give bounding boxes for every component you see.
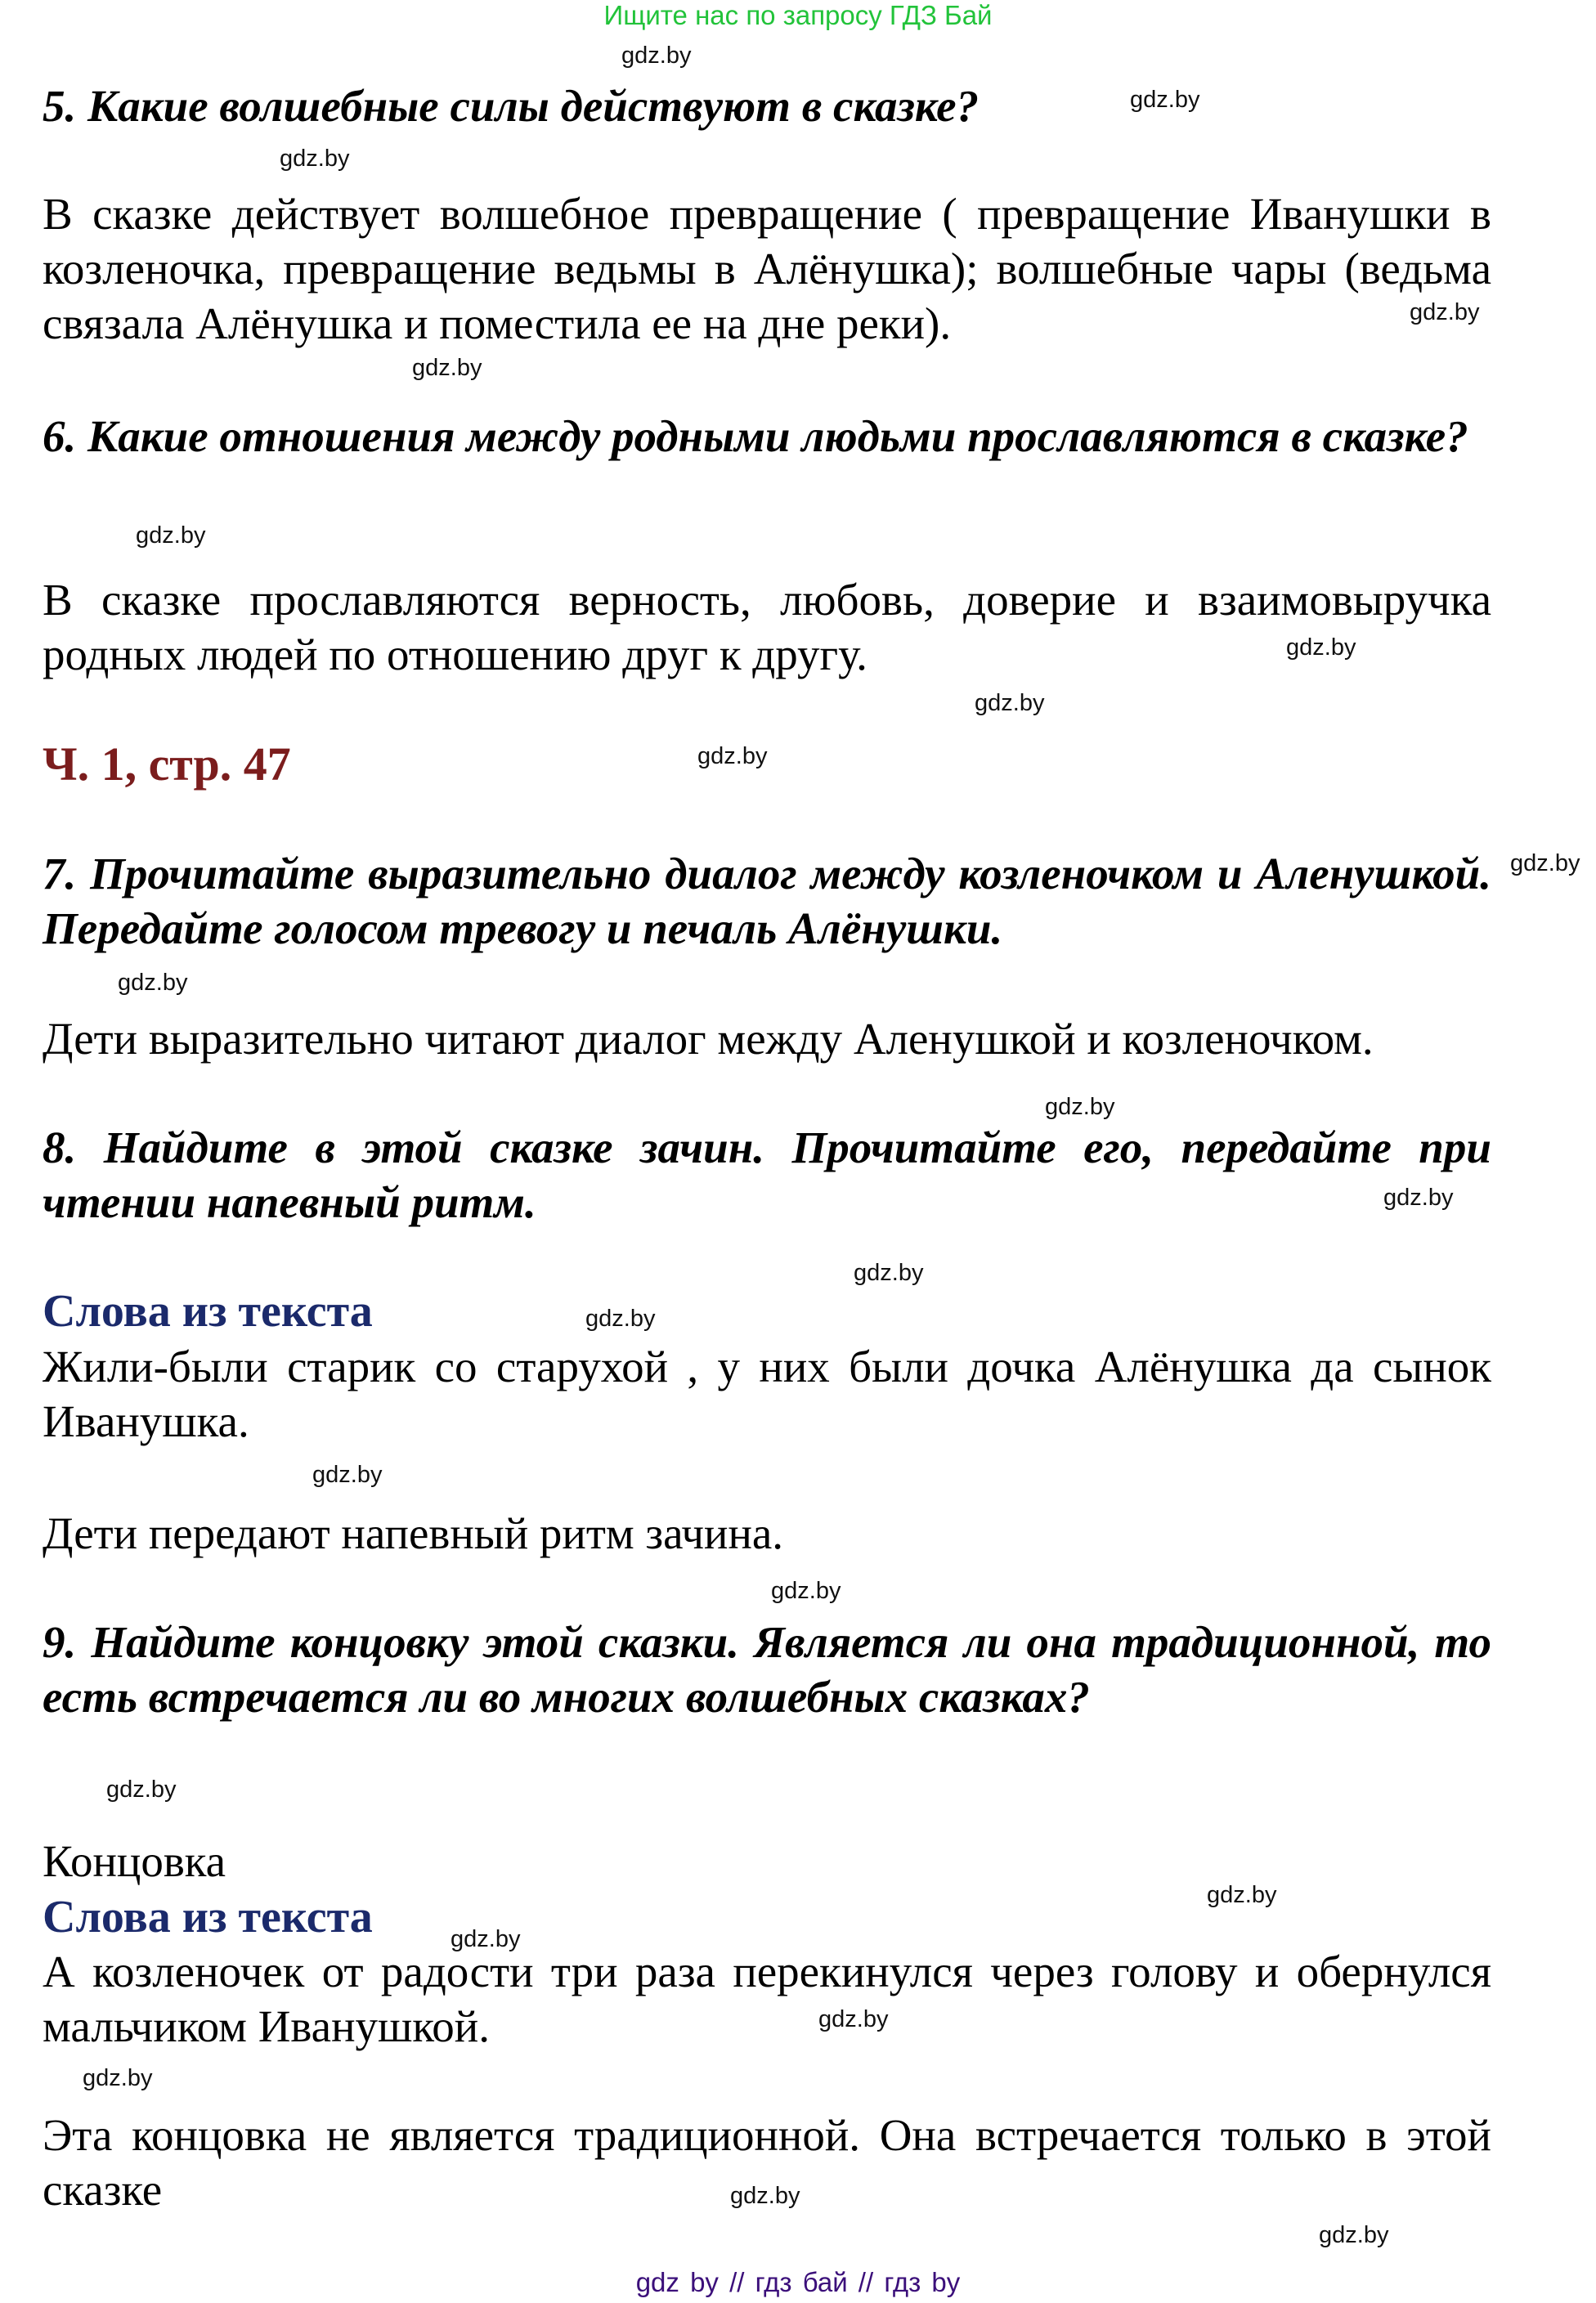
answer-7: Дети выразительно читают диалог между Аленушкой и козленочком.	[43, 1014, 1374, 1064]
watermark: gdz.by	[585, 1306, 656, 1332]
watermark: gdz.by	[412, 355, 482, 381]
watermark: gdz.by	[771, 1578, 841, 1604]
question-9: 9. Найдите концовку этой сказки. Является ли она традиционной, то есть встречается ли во многих волшебных сказках?	[43, 1617, 1491, 1722]
watermark: gdz.by	[975, 690, 1045, 716]
watermark: gdz.by	[1383, 1185, 1454, 1211]
watermark: gdz.by	[1410, 299, 1480, 325]
search-banner: Ищите нас по запросу ГДЗ Бай	[603, 0, 993, 30]
answer-8: Дети передают напевный ритм зачина.	[43, 1508, 784, 1558]
watermark: gdz.by	[280, 146, 350, 172]
watermark: gdz.by	[1207, 1882, 1277, 1908]
footer-links: gdz by // гдз бай // гдз by	[635, 2267, 961, 2297]
watermark: gdz.by	[854, 1260, 924, 1286]
watermark: gdz.by	[1045, 1094, 1115, 1120]
watermark: gdz.by	[451, 1926, 521, 1952]
watermark: gdz.by	[1319, 2222, 1389, 2248]
watermark: gdz.by	[1286, 634, 1356, 661]
watermark: gdz.by	[621, 43, 692, 69]
question-6: 6. Какие отношения между родными людьми прославляются в сказке?	[43, 411, 1468, 461]
watermark: gdz.by	[312, 1462, 383, 1488]
question-8: 8. Найдите в этой сказке зачин. Прочитайте его, передайте при чтении напевный ритм.	[43, 1122, 1491, 1227]
question-5: 5. Какие волшебные силы действуют в сказке?	[43, 81, 980, 131]
quote-9: А козленочек от радости три раза перекинулся через голову и обернулся мальчиком Иванушкой.	[43, 1947, 1491, 2051]
answer-9: Эта концовка не является традиционной. Она встречается только в этой сказке	[43, 2110, 1491, 2215]
quote-heading-9: Слова из текста	[43, 1892, 373, 1942]
watermark: gdz.by	[136, 522, 206, 549]
watermark: gdz.by	[83, 2065, 153, 2091]
quote-8: Жили-были старик со старухой , у них были дочка Алёнушка да сынок Иванушка.	[43, 1342, 1491, 1446]
answer-6: В сказке прославляются верность, любовь, доверие и взаимовыручка родных людей по отношению друг к другу.	[43, 575, 1491, 679]
watermark: gdz.by	[118, 970, 188, 996]
question-7: 7. Прочитайте выразительно диалог между козленочком и Аленушкой. Передайте голосом тревогу и печаль Алёнушки.	[43, 849, 1491, 953]
quote-heading-8: Слова из текста	[43, 1286, 373, 1337]
watermark: gdz.by	[1130, 87, 1200, 113]
page-reference: Ч. 1, стр. 47	[43, 737, 291, 791]
watermark: gdz.by	[818, 2006, 889, 2032]
watermark: gdz.by	[106, 1777, 177, 1803]
ending-label: Концовка	[43, 1836, 226, 1886]
watermark: gdz.by	[1510, 850, 1580, 876]
watermark: gdz.by	[730, 2183, 800, 2209]
watermark: gdz.by	[697, 743, 768, 769]
answer-5: В сказке действует волшебное превращение ( превращение Иванушки в козленочка, превращение ведьмы в Алёнушка); волшебные чары (ведьма связала Алёнушка и поместила ее на дне реки).	[43, 189, 1491, 348]
